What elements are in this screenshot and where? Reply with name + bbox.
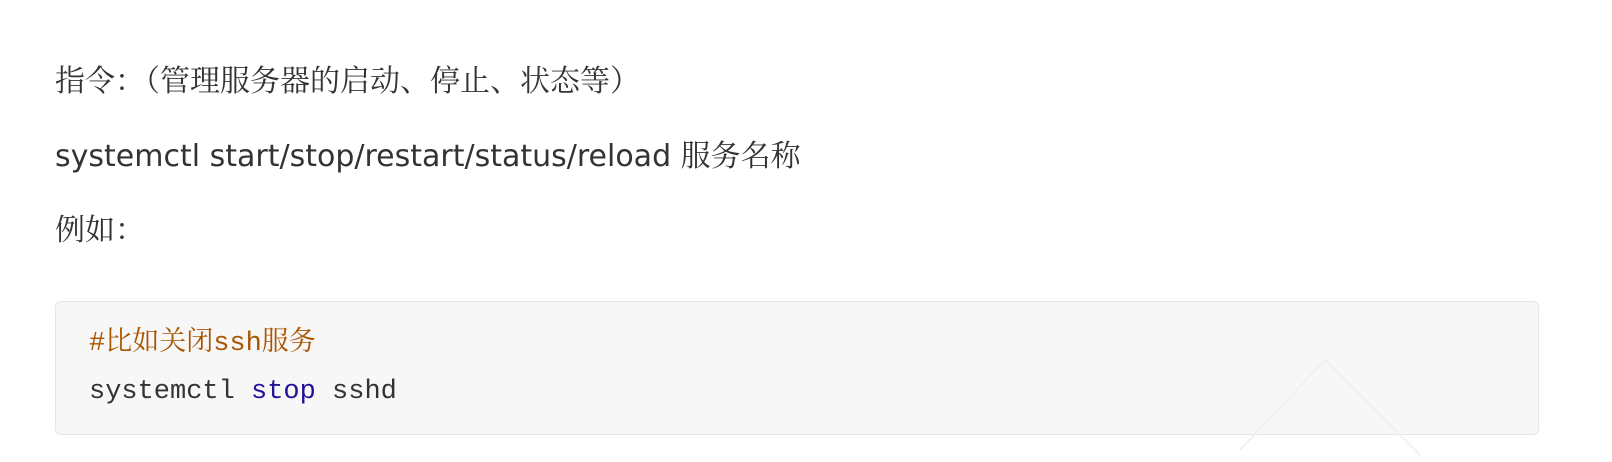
code-block[interactable]: [55, 301, 1539, 435]
example-label: 例如：: [55, 213, 145, 248]
code-argument: sshd: [332, 377, 397, 407]
code-keyword: stop: [251, 377, 316, 407]
code-line-comment: [89, 326, 316, 362]
syntax-paragraph: systemctl start/stop/restart/status/reload 服务名称: [55, 139, 801, 174]
instruction-paragraph: 指令：（管理服务器的启动、停止、状态等）: [55, 64, 640, 99]
code-comment: #比如关闭ssh服务: [89, 329, 316, 359]
code-line-command: [89, 374, 397, 410]
code-command: systemctl: [89, 377, 235, 407]
